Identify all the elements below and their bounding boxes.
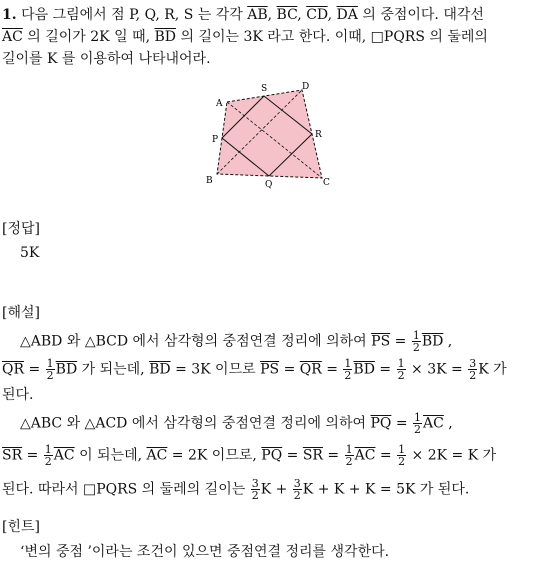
fraction-den: 2 xyxy=(345,455,353,468)
fraction-den: 2 xyxy=(398,455,406,468)
comma: , xyxy=(447,333,453,350)
problem-text-1: 다음 그림에서 점 P, Q, R, S 는 각각 xyxy=(21,7,243,23)
label-s: S xyxy=(261,84,268,94)
problem-line-1: 1. 다음 그림에서 점 P, Q, R, S 는 각각 $\overline{AB}$, $\overline{BC}$, $\overline{CD}$, $\overline{DA}$ 의 중점이다. 대각선 xyxy=(2,7,484,23)
problem-text-2-end: 의 길이는 3K 라고 한다. 이때, □PQRS 의 둘레의 xyxy=(180,29,488,45)
fraction-num: 1 xyxy=(46,357,54,370)
problem-line-3 xyxy=(2,50,211,68)
equals-sign: = xyxy=(379,361,392,378)
fraction-den: 2 xyxy=(412,341,420,354)
segment-qr: $\overline{QR}$ xyxy=(2,361,25,378)
fraction-three-halves xyxy=(293,478,302,501)
fraction-num: 1 xyxy=(345,443,353,456)
fraction-half xyxy=(343,358,352,381)
hint-text: ‘변의 중점 ’이라는 조건이 있으면 중점연결 정리를 생각한다. xyxy=(20,544,390,560)
explanation-text: △ABD 와 △BCD 에서 삼각형의 중점연결 정리에 의하여 xyxy=(20,333,367,350)
fraction-den: 2 xyxy=(251,489,259,502)
segment-ac: $\overline{AC}$ xyxy=(423,415,444,432)
fraction-half xyxy=(397,358,406,381)
segment-da: $\overline{DA}$ xyxy=(336,7,358,23)
fraction-half xyxy=(345,444,354,467)
segment-bd: $\overline{BD}$ xyxy=(353,361,375,378)
explanation-text: 된다. 따라서 □PQRS 의 둘레의 길이는 xyxy=(2,481,246,498)
problem-number: 1. xyxy=(2,7,17,23)
label-r: R xyxy=(315,130,322,140)
fraction-den: 2 xyxy=(344,369,352,382)
segment-cd: $\overline{CD}$ xyxy=(306,7,328,23)
fraction-half xyxy=(46,358,55,381)
equals-sign: = xyxy=(286,447,299,464)
fraction-half xyxy=(413,412,422,435)
segment-bd: $\overline{BD}$ xyxy=(149,361,171,378)
segment-ps: $\overline{PS}$ xyxy=(371,333,391,350)
equals-sign: = xyxy=(327,447,340,464)
label-b: B xyxy=(206,176,213,186)
explanation-text: = 2K 이므로, xyxy=(171,447,257,464)
explanation-line-2 xyxy=(2,358,507,381)
segment-qr: $\overline{QR}$ xyxy=(299,361,322,378)
fraction-den: 2 xyxy=(469,369,477,382)
quadrilateral-figure xyxy=(200,80,340,190)
segment-bc: $\overline{BC}$ xyxy=(276,7,298,23)
label-c: C xyxy=(323,178,330,188)
fraction-num: 1 xyxy=(397,357,405,370)
segment-bd: $\overline{BD}$ xyxy=(421,333,444,350)
comma: , xyxy=(448,415,453,432)
explanation-header: [해설] xyxy=(2,305,40,321)
segment-ac: $\overline{AC}$ xyxy=(146,447,168,464)
segment-pq: $\overline{PQ}$ xyxy=(261,447,283,464)
answer-header: [정답] xyxy=(2,221,40,237)
explanation-text: K 가 xyxy=(478,361,507,378)
segment-pq: $\overline{PQ}$ xyxy=(370,415,392,432)
explanation-line-5 xyxy=(2,444,496,467)
label-d: D xyxy=(302,82,310,92)
explanation-text: 가 되는데, xyxy=(81,361,145,378)
equals-sign: = xyxy=(28,361,41,378)
fraction-num: 1 xyxy=(412,329,420,342)
segment-bd: $\overline{BD}$ xyxy=(55,361,78,378)
equals-sign: = xyxy=(394,333,407,350)
explanation-line-4 xyxy=(20,412,453,435)
fraction-num: 3 xyxy=(251,477,259,490)
explanation-text: K + xyxy=(260,481,288,498)
fraction-num: 1 xyxy=(44,443,52,456)
explanation-text: = 3K 이므로 xyxy=(175,361,256,378)
problem-text-3: 길이를 K 를 이용하여 나타내어라. xyxy=(2,51,211,67)
equals-sign: = xyxy=(379,447,392,464)
explanation-text: × 2K = K 가 xyxy=(411,447,497,464)
label-q: Q xyxy=(265,180,273,190)
fraction-half xyxy=(44,444,53,467)
segment-ps: $\overline{PS}$ xyxy=(260,361,280,378)
problem-text-1-end: 의 중점이다. 대각선 xyxy=(362,7,484,23)
problem-line-2 xyxy=(2,28,488,46)
fraction-num: 1 xyxy=(398,443,406,456)
explanation-line-6 xyxy=(2,478,469,501)
segment-ab: $\overline{AB}$ xyxy=(247,7,268,23)
quadrilateral-fill xyxy=(217,90,322,178)
label-p: P xyxy=(212,135,219,145)
segment-bd: $\overline{BD}$ xyxy=(154,29,177,45)
hint-header: [힌트] xyxy=(2,519,40,535)
explanation-text: △ABC 와 △ACD 에서 삼각형의 중점연결 정리에 의하여 xyxy=(20,415,367,432)
fraction-den: 2 xyxy=(46,369,54,382)
label-a: A xyxy=(216,99,223,109)
explanation-line-3: 된다. xyxy=(2,387,34,403)
fraction-den: 2 xyxy=(44,455,52,468)
segment-ac: $\overline{AC}$ xyxy=(53,447,75,464)
equals-sign: = xyxy=(26,447,39,464)
fraction-den: 2 xyxy=(414,423,422,436)
segment-ac: $\overline{AC}$ xyxy=(354,447,376,464)
fraction-num: 1 xyxy=(344,357,352,370)
fraction-three-halves xyxy=(468,358,477,381)
fraction-den: 2 xyxy=(397,369,405,382)
explanation-line-1 xyxy=(20,330,452,353)
fraction-num: 1 xyxy=(414,411,422,424)
answer-value: 5K xyxy=(20,245,40,261)
fraction-three-halves xyxy=(251,478,260,501)
fraction-den: 2 xyxy=(293,489,301,502)
fraction-half xyxy=(412,330,421,353)
problem-text-2-mid: 의 길이가 2K 일 때, xyxy=(27,29,151,45)
fraction-half xyxy=(397,444,406,467)
segment-ac: $\overline{AC}$ xyxy=(2,29,23,45)
fraction-num: 3 xyxy=(293,477,301,490)
segment-sr: $\overline{SR}$ xyxy=(302,447,323,464)
equals-sign: = xyxy=(326,361,338,378)
explanation-text: K + K + K = 5K 가 된다. xyxy=(302,481,470,498)
explanation-text: 이 되는데, xyxy=(79,447,143,464)
equals-sign: = xyxy=(395,415,408,432)
fraction-num: 3 xyxy=(469,357,477,370)
segment-sr: $\overline{SR}$ xyxy=(2,447,23,464)
equals-sign: = xyxy=(283,361,296,378)
explanation-text: × 3K = xyxy=(411,361,463,378)
